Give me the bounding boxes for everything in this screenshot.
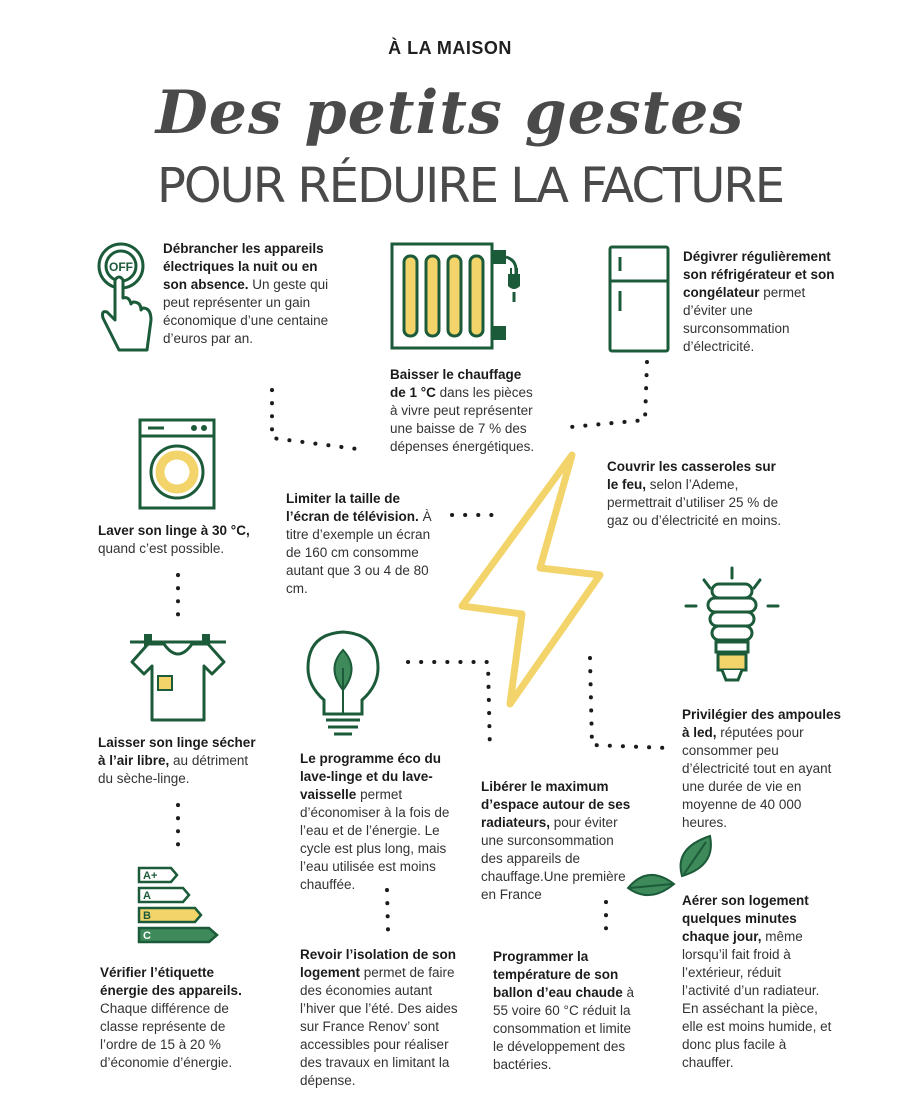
off-button-hand-icon bbox=[93, 240, 161, 360]
connector-eco bbox=[408, 662, 490, 752]
connector-unplug bbox=[272, 390, 365, 450]
section-kicker: À LA MAISON bbox=[388, 38, 512, 58]
energy-class-a: A bbox=[143, 890, 151, 902]
page-title: POUR RÉDUIRE LA FACTURE bbox=[156, 158, 784, 214]
fridge-icon bbox=[608, 245, 670, 353]
page-title-script: Des petits gestes bbox=[155, 78, 745, 148]
connector-defrost bbox=[560, 362, 647, 428]
tip-heating: Baisser le chauffage de 1 °C dans les pièces à vivre peut représenter une baisse de 7 % des dépenses énergétiques. bbox=[390, 367, 535, 454]
tip-led: Privilégier des ampoules à led, réputées pour consommer peu d’électricité tout en ayant une durée de vie en moyenne de 40 000 heures. bbox=[682, 707, 842, 830]
tip-boiler: Programmer la température de son ballon d’eau chaude à 55 voire 60 °C réduit la consommation et limite le développement des bactéries. bbox=[493, 949, 635, 1072]
tip-radiators: Libérer le maximum d’espace autour de ses radiateurs, pour éviter une surconsommation des appareils de chauffage.Une première en France bbox=[481, 779, 631, 902]
led-bulb-icon bbox=[682, 566, 782, 690]
connector-insulation bbox=[387, 890, 388, 930]
tshirt-clothesline-icon bbox=[128, 630, 228, 724]
lightning-bolt-icon bbox=[462, 455, 600, 704]
tip-wash30: Laver son linge à 30 °C, quand c’est possible. bbox=[98, 523, 250, 556]
washing-machine-icon bbox=[138, 418, 216, 510]
tip-tv: Limiter la taille de l’écran de télévision. À titre d’exemple un écran de 160 cm consomme autant que 3 ou 4 de 80 cm. bbox=[286, 491, 432, 596]
radiator-icon bbox=[390, 240, 522, 352]
off-label: OFF bbox=[109, 260, 133, 274]
tip-ventilate: Aérer son logement quelques minutes chaque jour, même lorsqu’il fait froid à l’extérieur, réduit l’activité d’un radiateur. En asséchant la pièce, elle est moins humide, et donc plus facile à chauffer. bbox=[682, 893, 832, 1070]
energy-label-icon bbox=[137, 866, 221, 950]
connector-led bbox=[590, 658, 668, 748]
energy-class-c: C bbox=[143, 930, 151, 942]
tip-insulation: Revoir l’isolation de son logement permet de faire des économies autant l’hiver que l’été. Des aides sur France Renov’ sont accessibles pour réaliser des travaux en limitant la dépense. bbox=[300, 947, 458, 1088]
energy-class-aplus: A+ bbox=[143, 870, 158, 882]
energy-class-b: B bbox=[143, 910, 151, 922]
tip-lids: Couvrir les casseroles sur le feu, selon l’Ademe, permettrait d’utiliser 25 % de gaz ou d’électricité en moins. bbox=[607, 459, 782, 528]
tip-eco: Le programme éco du lave-linge et du lave-vaisselle permet d’économiser à la fois de l’eau et de l’énergie. Le cycle est plus long, mais l’eau utilisée est moins chauffée. bbox=[300, 751, 450, 892]
tip-energy-label: Vérifier l’étiquette énergie des appareils. Chaque différence de classe représente de l’ordre de 15 à 20 % d’économie d’énergie. bbox=[100, 965, 242, 1070]
eco-bulb-leaf-icon bbox=[300, 628, 386, 740]
tip-airdry: Laisser son linge sécher à l’air libre, au détriment du sèche-linge. bbox=[98, 735, 256, 786]
tip-defrost: Dégivrer régulièrement son réfrigérateur et son congélateur permet d’éviter une surconsommation d’électricité. bbox=[683, 249, 835, 354]
tip-unplug: Débrancher les appareils électriques la nuit ou en son absence. Un geste qui peut représenter un gain économique d’une centaine d’euros par an. bbox=[163, 241, 329, 346]
